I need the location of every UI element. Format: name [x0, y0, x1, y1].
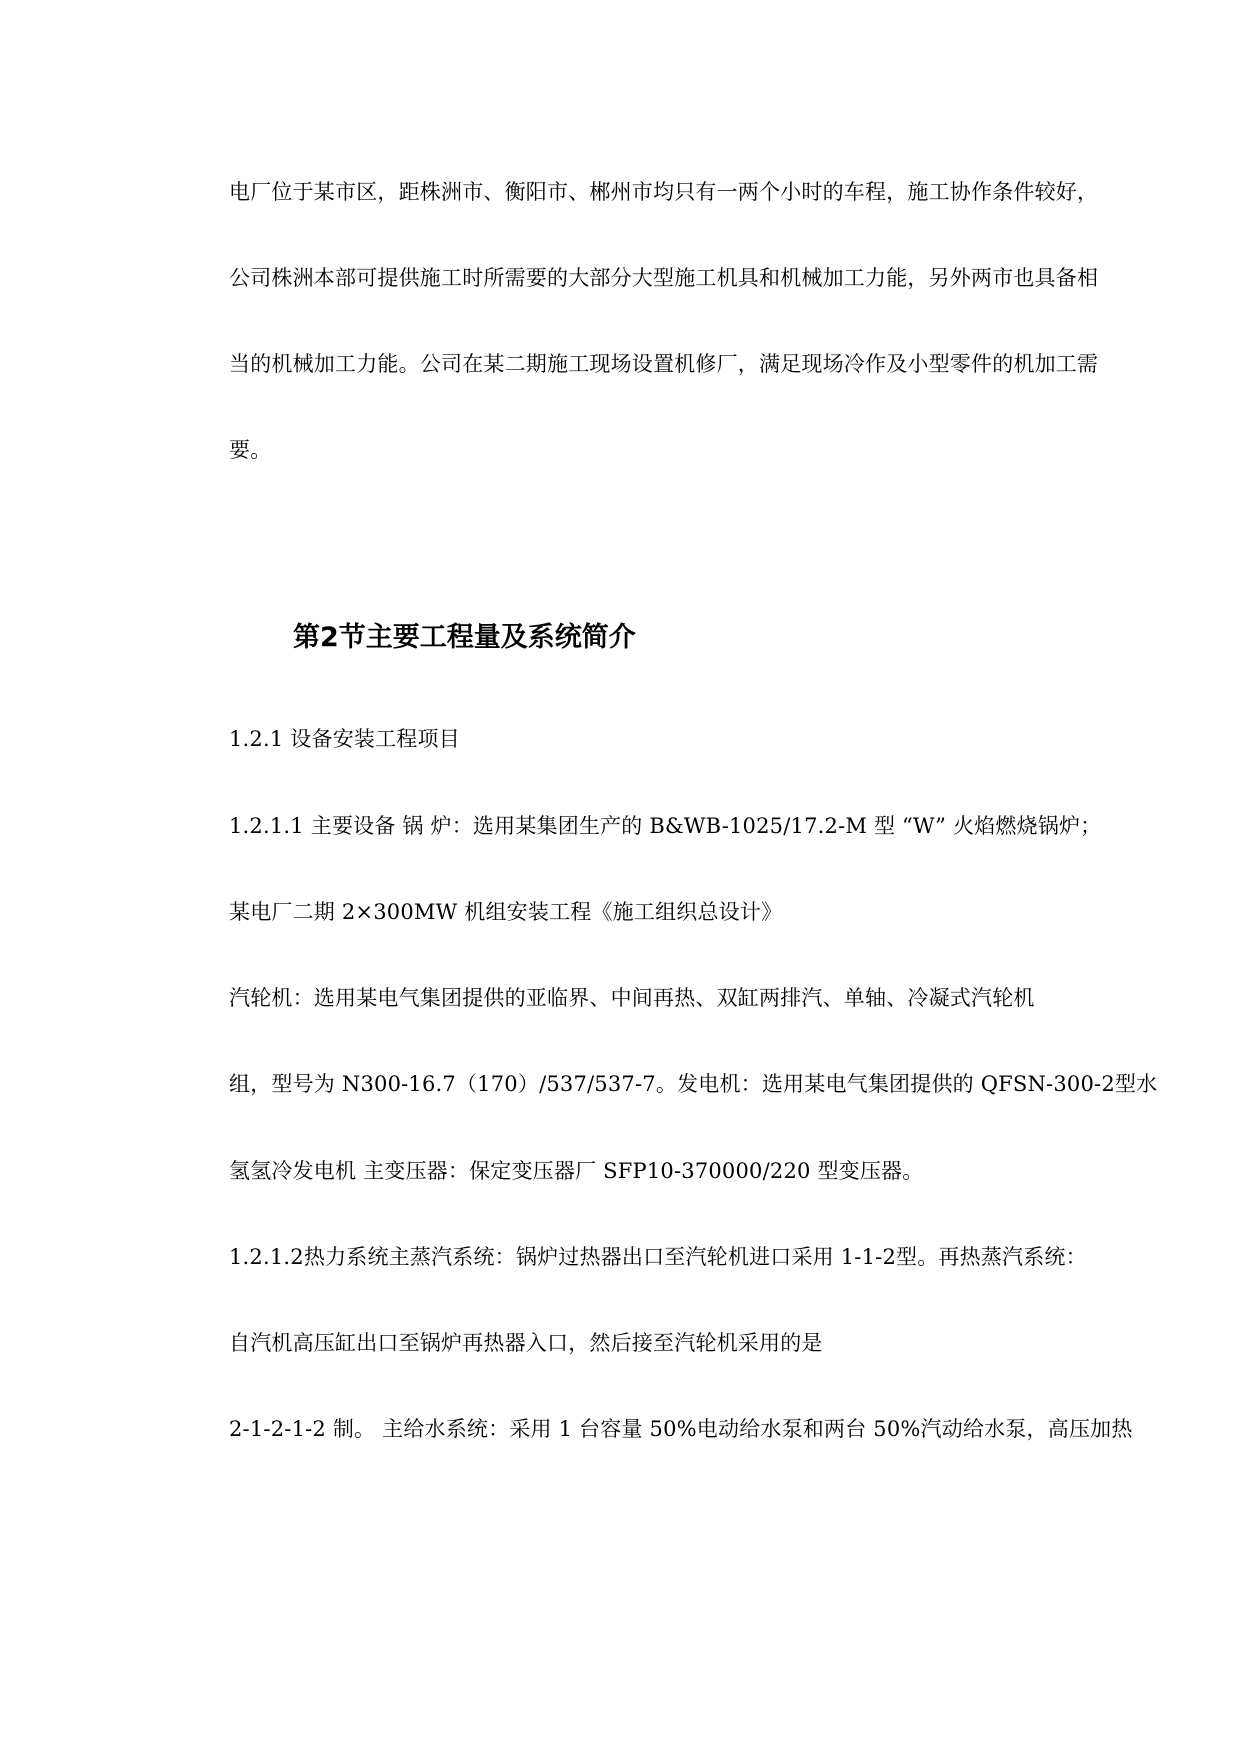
paragraph-line-1: 电厂位于某市区，距株洲市、衡阳市、郴州市均只有一两个小时的车程，施工协作条件较好， [229, 180, 1099, 204]
body-line-7: 1.2.1.2热力系统主蒸汽系统：锅炉过热器出口至汽轮机进口采用 1-1-2型。再热蒸汽系统： [229, 1245, 1087, 1269]
body-line-5: 组，型号为 N300-16.7（170）/537/537-7。发电机：选用某电气集团提供的 QFSN-300-2型水 [229, 1072, 1158, 1096]
paragraph-line-4: 要。 [229, 438, 272, 462]
body-line-8: 自汽机高压缸出口至锅炉再热器入口，然后接至汽轮机采用的是 [229, 1331, 823, 1355]
section-heading: 第2节主要工程量及系统简介 [293, 622, 636, 653]
body-line-4: 汽轮机：选用某电气集团提供的亚临界、中间再热、双缸两排汽、单轴、冷凝式汽轮机 [229, 986, 1035, 1010]
body-line-6: 氢氢冷发电机 主变压器：保定变压器厂 SFP10-370000/220 型变压器。 [229, 1159, 924, 1183]
body-line-9: 2-1-2-1-2 制。 主给水系统：采用 1 台容量 50%电动给水泵和两台 50%汽动给水泵，高压加热 [229, 1417, 1133, 1441]
paragraph-line-2: 公司株洲本部可提供施工时所需要的大部分大型施工机具和机械加工力能，另外两市也具备相 [229, 266, 1099, 290]
body-line-3: 某电厂二期 2×300MW 机组安装工程《施工组织总设计》 [229, 900, 783, 924]
paragraph-line-3: 当的机械加工力能。公司在某二期施工现场设置机修厂，满足现场冷作及小型零件的机加工需 [229, 352, 1099, 376]
body-line-1: 1.2.1 设备安装工程项目 [229, 727, 460, 751]
body-line-2: 1.2.1.1 主要设备 锅 炉：选用某集团生产的 B&WB-1025/17.2-M 型 “W” 火焰燃烧锅炉； [229, 814, 1102, 838]
